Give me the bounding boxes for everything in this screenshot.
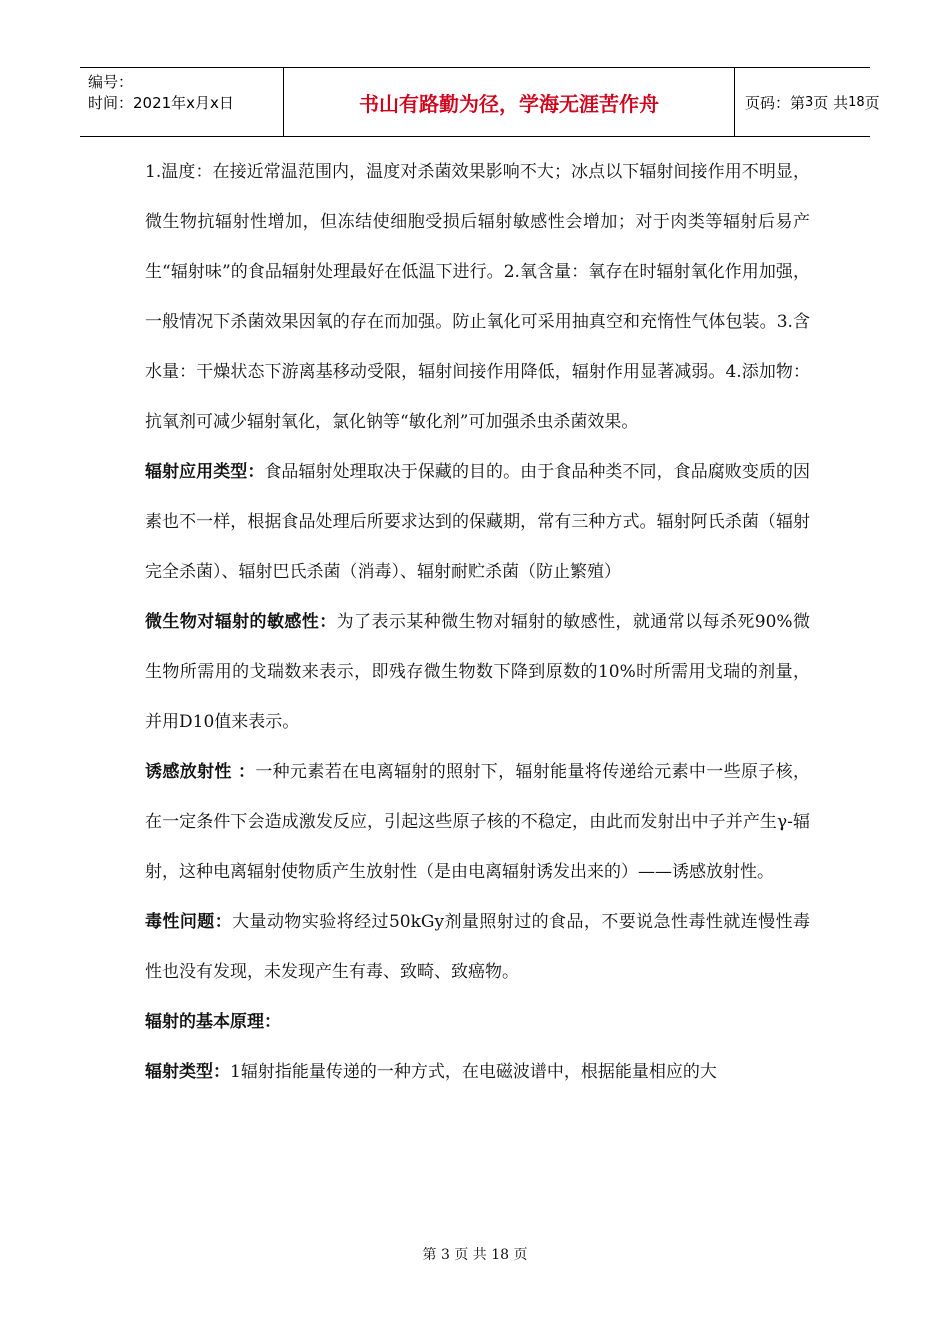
paragraph-text: 一种元素若在电离辐射的照射下，辐射能量将传递给元素中一些原子核，在一定条件下会造成激发反应，引起这些原子核的不稳定，由此而发射出中子并产生γ-辐射，这种电离辐射使物质产生放射性（是由电离辐射诱发出来的）——诱感放射性。 bbox=[145, 762, 810, 882]
header-page-indicator bbox=[735, 68, 880, 136]
document-body bbox=[145, 147, 810, 1097]
paragraph-term: 辐射应用类型： bbox=[145, 462, 265, 482]
paragraph-text: 大量动物实验将经过50kGy剂量照射过的食品，不要说急性毒性就连慢性毒性也没有发现，未发现产生有毒、致畸、致癌物。 bbox=[145, 912, 810, 982]
document-number-label: 编号： bbox=[88, 73, 134, 91]
paragraph-term: 诱感放射性 ： bbox=[145, 762, 256, 782]
paragraph-application-types bbox=[145, 447, 810, 597]
paragraph-term: 毒性问题： bbox=[145, 912, 233, 932]
paragraph-text: 为了表示某种微生物对辐射的敏感性，就通常以每杀死90%微生物所需用的戈瑞数来表示，即残存微生物数下降到原数的10%时所需用戈瑞的剂量，并用D10值来表示。 bbox=[145, 612, 810, 732]
paragraph-text: 1辐射指能量传递的一种方式，在电磁波谱中，根据能量相应的大 bbox=[230, 1062, 717, 1082]
header-page-suffix: 页 bbox=[864, 93, 880, 112]
header-page-total: 18 bbox=[848, 94, 865, 110]
footer-page-current: 3 bbox=[440, 1247, 450, 1263]
paragraph-term: 辐射类型： bbox=[145, 1062, 230, 1082]
paragraph-term: 微生物对辐射的敏感性： bbox=[145, 612, 337, 632]
paragraph-induced-radioactivity bbox=[145, 747, 810, 897]
header-info-cell bbox=[80, 68, 283, 136]
paragraph-toxicity bbox=[145, 897, 810, 997]
paragraph-conditions bbox=[145, 147, 810, 447]
page-footer bbox=[0, 1244, 950, 1264]
footer-page-suffix: 页 bbox=[513, 1247, 528, 1263]
document-date-label: 时间：2021年x月x日 bbox=[88, 94, 234, 112]
paragraph-basic-principle bbox=[145, 997, 810, 1047]
paragraph-microbe-sensitivity bbox=[145, 597, 810, 747]
page-header bbox=[80, 67, 880, 137]
footer-page-prefix: 第 bbox=[422, 1247, 437, 1263]
footer-page-total: 18 bbox=[491, 1247, 510, 1263]
paragraph-text: 1.温度：在接近常温范围内，温度对杀菌效果影响不大；冰点以下辐射间接作用不明显，微生物抗辐射性增加，但冻结使细胞受损后辐射敏感性会增加；对于肉类等辐射后易产生“辐射味”的食品辐射处理最好在低温下进行。2.氧含量：氧存在时辐射氧化作用加强，一般情况下杀菌效果因氧的存在而加强。防止氧化可采用抽真空和充惰性气体包装。3.含水量：干燥状态下游离基移动受限，辐射间接作用降低，辐射作用显著减弱。4.添加物：抗氧剂可减少辐射氧化，氯化钠等“敏化剂”可加强杀虫杀菌效果。 bbox=[145, 162, 810, 432]
header-page-prefix: 页码：第 bbox=[745, 93, 806, 112]
header-page-middle: 页 共 bbox=[813, 93, 849, 112]
footer-page-middle: 页 共 bbox=[454, 1247, 487, 1263]
header-motto: 书山有路勤为径，学海无涯苦作舟 bbox=[283, 68, 735, 136]
header-page-current: 3 bbox=[805, 94, 814, 110]
paragraph-radiation-types bbox=[145, 1047, 810, 1097]
paragraph-text: 食品辐射处理取决于保藏的目的。由于食品种类不同，食品腐败变质的因素也不一样，根据食品处理后所要求达到的保藏期，常有三种方式。辐射阿氏杀菌（辐射完全杀菌）、辐射巴氏杀菌（消毒）、辐射耐贮杀菌（防止繁殖） bbox=[145, 462, 811, 582]
paragraph-term: 辐射的基本原理： bbox=[145, 1012, 281, 1032]
